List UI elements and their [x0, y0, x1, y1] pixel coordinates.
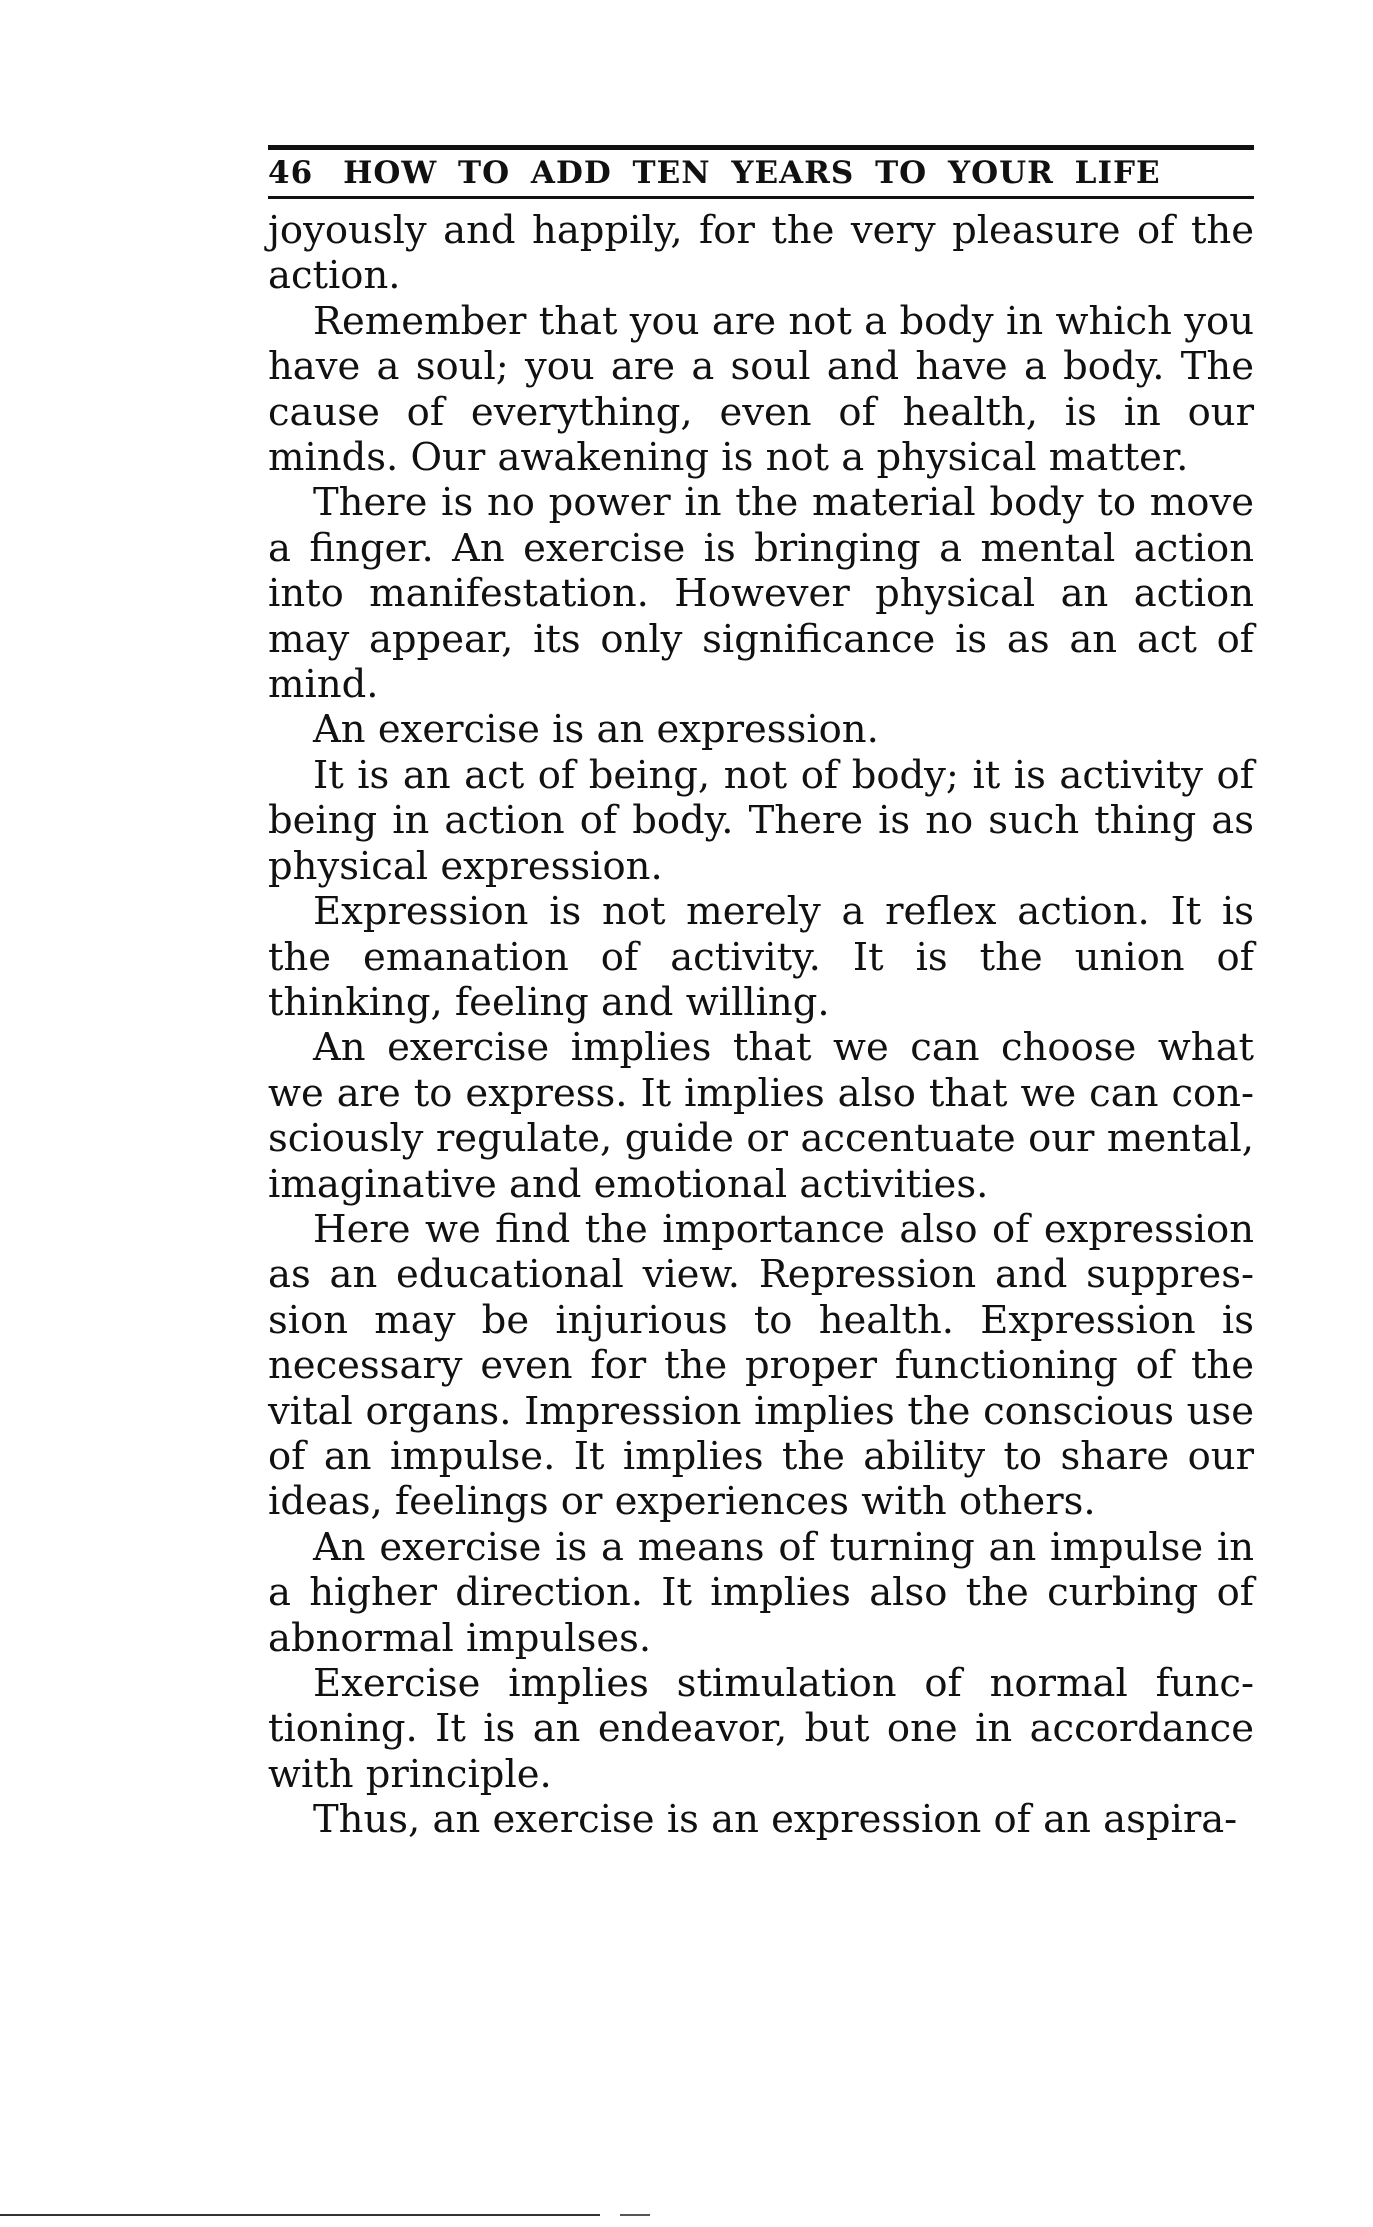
paragraph: An exercise is a means of turning an impulse in a higher direction. It implies also the curbing of abnormal impulses. — [268, 1524, 1254, 1661]
paragraph: An exercise is an expression. — [313, 707, 879, 753]
header-bottom-rule — [268, 196, 1254, 199]
paragraph: Expression is not merely a reflex action. It is the emanation of activity. It is the union of thinking, feeling and willing. — [268, 889, 1254, 1025]
paragraph: Thus, an exercise is an expression of an aspira- — [313, 1797, 1238, 1843]
page-number: 46 — [268, 155, 314, 191]
paragraph: It is an act of being, not of body; it is activity of being in action of body. There is no such thing as physical expression. — [268, 752, 1254, 889]
paragraph: Remember that you are not a body in which you have a soul; you are a soul and have a body. The cause of everything, even of health, is in our minds. Our awakening is not a physical matter. — [268, 298, 1254, 481]
running-head — [268, 152, 1254, 194]
paragraph: An exercise implies that we can choose what we are to express. It implies also that we can consciously regulate, guide or accentuate our mental, imaginative and emotional activities. — [268, 1025, 1254, 1207]
paragraph-continued: joyously and happily, for the very pleasure of the action. — [268, 208, 1254, 299]
paragraph: Exercise implies stimulation of normal functioning. It is an endeavor, but one in accordance with principle. — [268, 1661, 1254, 1797]
paragraph: There is no power in the material body to move a finger. An exercise is bringing a mental action into manifestation. However physical an action may appear, its only significance is as an act of mind. — [268, 480, 1254, 708]
bottom-edge-rule — [0, 2214, 600, 2216]
paragraph: Here we find the importance also of expression as an educational view. Repression and suppression may be injurious to health. Expression is necessary even for the proper functioning of the vital organs. Impression implies the conscious use of an impulse. It implies the ability to share our ideas, feelings or experiences with others. — [268, 1206, 1254, 1525]
body-text — [268, 208, 1254, 1843]
header-top-rule — [268, 145, 1254, 150]
book-title: HOW TO ADD TEN YEARS TO YOUR LIFE — [343, 155, 1161, 191]
bottom-edge-dash — [620, 2214, 650, 2216]
